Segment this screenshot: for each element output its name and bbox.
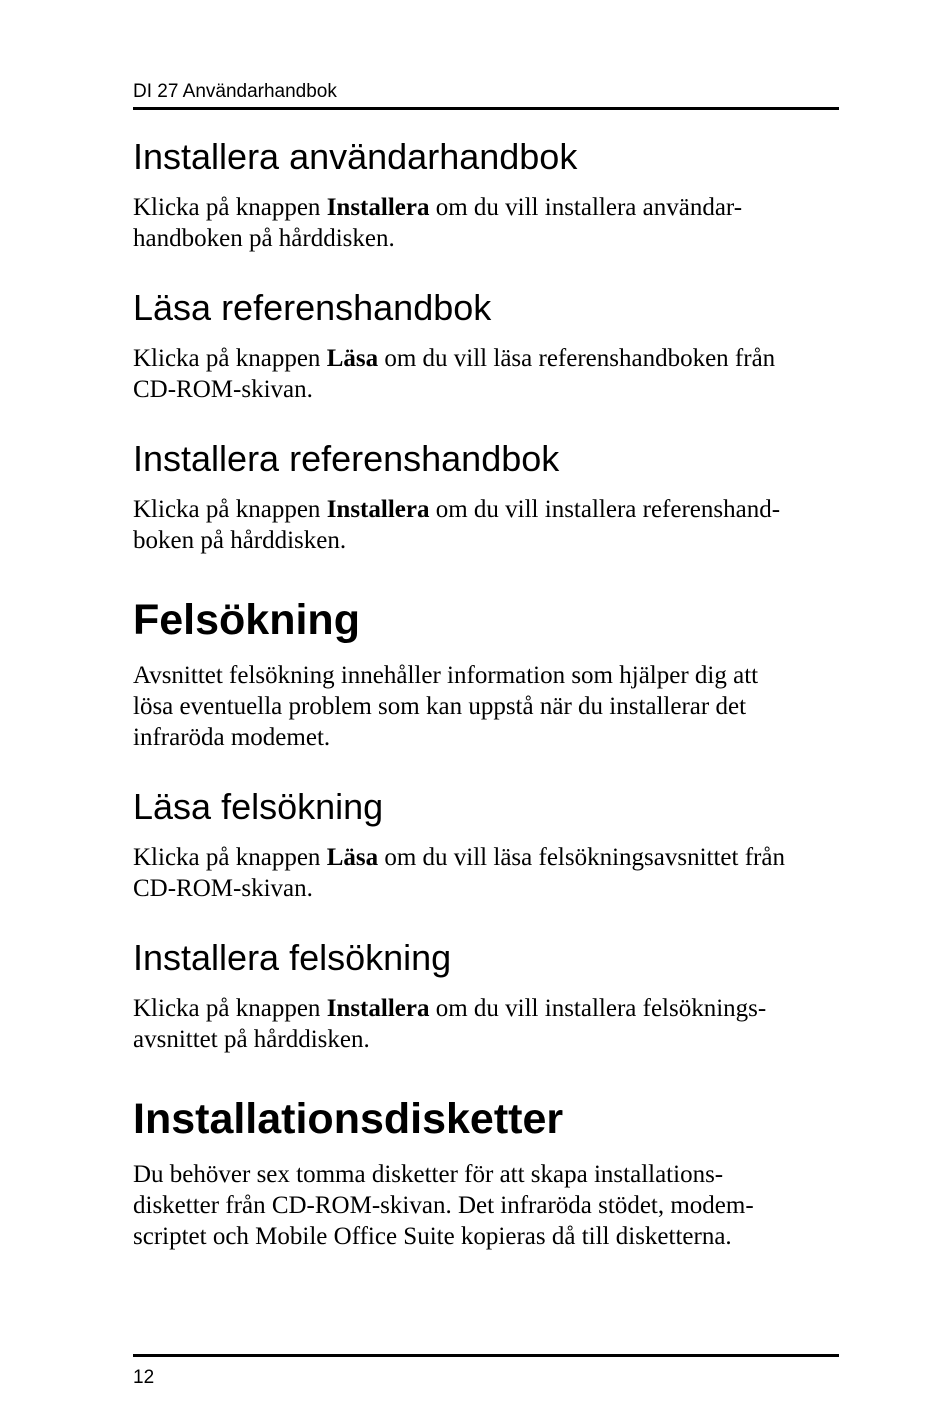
button-reference-installera: Installera bbox=[326, 995, 430, 1022]
paragraph-installationsdisketter: Du behöver sex tomma disketter för att skapa installations- disketter från CD-ROM-skivan. Det infraröda stödet, modem- scriptet och Mobile Office Suite kopieras då till disketterna. bbox=[133, 1161, 754, 1250]
paragraph-installera-anvandarhandbok: Klicka på knappen Installera om du vill installera användar- handboken på hårddisken. bbox=[133, 194, 743, 252]
running-header: DI 27 Användarhandbok bbox=[133, 81, 337, 102]
paragraph-lasa-referenshandbok: Klicka på knappen Läsa om du vill läsa referenshandboken från CD-ROM-skivan. bbox=[133, 345, 776, 403]
paragraph-installera-referenshandbok: Klicka på knappen Installera om du vill installera referenshand- boken på hårddisken. bbox=[133, 496, 781, 554]
button-reference-installera: Installera bbox=[326, 496, 430, 523]
paragraph-felsokning: Avsnittet felsökning innehåller information som hjälper dig att lösa eventuella problem som kan uppstå när du installerar det infraröda modemet. bbox=[133, 662, 759, 751]
heading-lasa-referenshandbok: Läsa referenshandbok bbox=[133, 287, 492, 328]
paragraph-installera-felsokning: Klicka på knappen Installera om du vill installera felsöknings- avsnittet på hårddisken. bbox=[133, 995, 767, 1053]
footer-rule bbox=[133, 1354, 839, 1357]
heading-installationsdisketter: Installationsdisketter bbox=[133, 1095, 564, 1143]
heading-lasa-felsokning: Läsa felsökning bbox=[133, 786, 384, 827]
paragraph-lasa-felsokning: Klicka på knappen Läsa om du vill läsa felsökningsavsnittet från CD-ROM-skivan. bbox=[133, 844, 785, 902]
heading-felsokning: Felsökning bbox=[133, 596, 360, 644]
heading-installera-felsokning: Installera felsökning bbox=[133, 937, 452, 978]
page-content bbox=[133, 134, 839, 1283]
button-reference-lasa: Läsa bbox=[326, 345, 379, 372]
document-page bbox=[133, 0, 839, 1420]
page-number: 12 bbox=[133, 1367, 155, 1388]
button-reference-lasa: Läsa bbox=[326, 844, 379, 871]
heading-installera-referenshandbok: Installera referenshandbok bbox=[133, 438, 560, 479]
button-reference-installera: Installera bbox=[326, 194, 430, 221]
header-rule bbox=[133, 107, 839, 110]
heading-installera-anvandarhandbok: Installera användarhandbok bbox=[133, 136, 578, 177]
